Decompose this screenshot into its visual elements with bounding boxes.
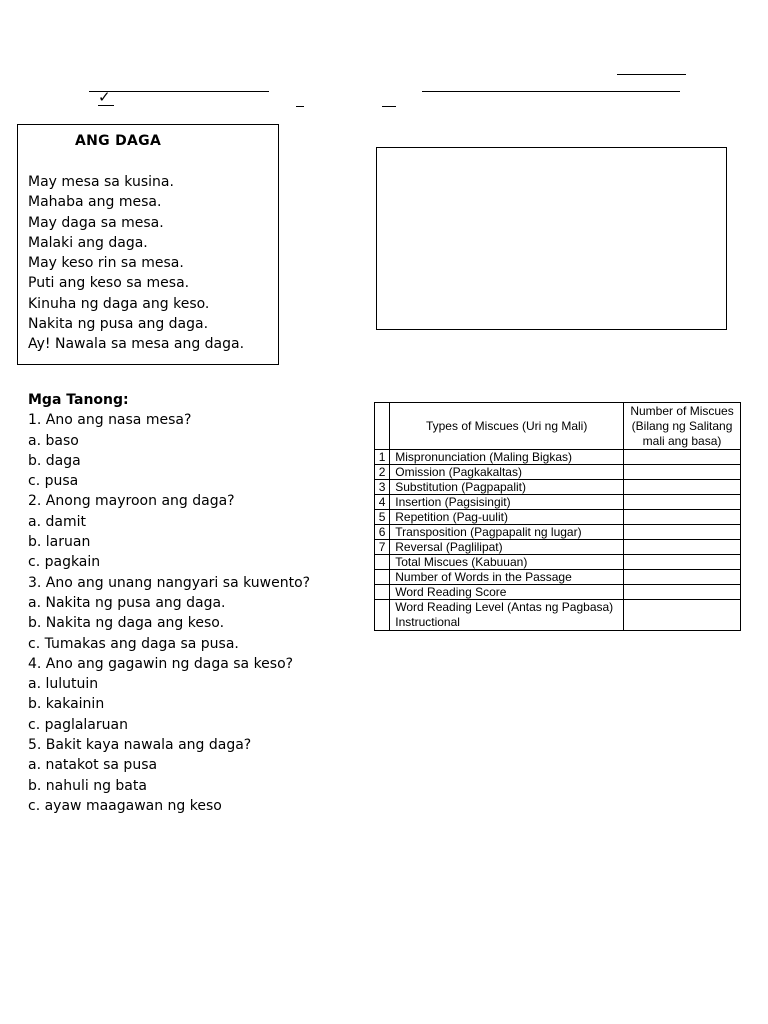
header-blank-line-1	[617, 74, 686, 75]
choice-item: a. damit	[28, 513, 86, 530]
table-row	[375, 570, 741, 585]
row-number: 5	[375, 510, 390, 525]
table-row	[375, 525, 741, 540]
story-line: Puti ang keso sa mesa.	[28, 275, 190, 292]
header-count-line: Number of Miscues	[630, 403, 734, 418]
row-label-line: Instructional	[395, 615, 460, 629]
choice-item: b. nahuli ng bata	[28, 777, 147, 794]
story-box	[17, 124, 279, 365]
row-number: 4	[375, 495, 390, 510]
header-blank-line-2	[89, 91, 269, 92]
choice-item: b. laruan	[28, 534, 91, 551]
story-line: May mesa sa kusina.	[28, 174, 174, 190]
choice-item: a. baso	[28, 432, 79, 449]
choice-item: a. natakot sa pusa	[28, 757, 158, 774]
story-line: May keso rin sa mesa.	[28, 255, 184, 272]
story-title: ANG DAGA	[75, 133, 162, 149]
table-row	[375, 495, 741, 510]
header-num-cell	[375, 403, 390, 450]
row-value-cell[interactable]	[624, 600, 741, 631]
table-row	[375, 465, 741, 480]
row-value-cell[interactable]	[624, 450, 741, 465]
question-item: 1. Ano ang nasa mesa?	[28, 412, 192, 429]
row-number	[375, 555, 390, 570]
row-value-cell[interactable]	[624, 510, 741, 525]
header-count-cell	[624, 403, 741, 450]
row-number: 1	[375, 450, 390, 465]
choice-item: c. pusa	[28, 473, 79, 490]
row-label: Number of Words in the Passage	[390, 570, 624, 585]
row-number: 3	[375, 480, 390, 495]
row-label: Omission (Pagkakaltas)	[390, 465, 624, 480]
row-number	[375, 600, 390, 631]
header-count-line: (Bilang ng Salitang	[631, 418, 733, 433]
table-row	[375, 480, 741, 495]
table-row	[375, 510, 741, 525]
question-item: 2. Anong mayroon ang daga?	[28, 493, 235, 510]
header-type-cell: Types of Miscues (Uri ng Mali)	[390, 403, 624, 450]
row-label: Repetition (Pag-uulit)	[390, 510, 624, 525]
story-line: May daga sa mesa.	[28, 214, 164, 231]
check-mark: ✓	[98, 88, 111, 106]
choice-item: b. kakainin	[28, 696, 105, 713]
header-count-line: mali ang basa)	[642, 433, 722, 448]
row-label: Reversal (Paglilipat)	[390, 540, 624, 555]
picture-box	[376, 147, 727, 330]
question-item: 4. Ano ang gagawin ng daga sa keso?	[28, 655, 294, 672]
row-number	[375, 570, 390, 585]
row-label	[390, 600, 624, 631]
row-label: Substitution (Pagpapalit)	[390, 480, 624, 495]
choice-item: c. paglalaruan	[28, 716, 128, 733]
miscue-table-header-row	[375, 403, 741, 450]
header-blank-line-3	[422, 91, 680, 92]
row-label: Mispronunciation (Maling Bigkas)	[390, 450, 624, 465]
table-row	[375, 540, 741, 555]
choice-item: b. Nakita ng daga ang keso.	[28, 615, 225, 632]
choice-item: a. lulutuin	[28, 676, 99, 693]
row-number	[375, 585, 390, 600]
story-text	[28, 172, 244, 355]
table-row	[375, 585, 741, 600]
choice-item: c. pagkain	[28, 554, 101, 571]
story-line: Ay! Nawala sa mesa ang daga.	[28, 336, 245, 353]
choice-item: b. daga	[28, 452, 81, 469]
question-item: 3. Ano ang unang nangyari sa kuwento?	[28, 574, 311, 591]
questions-heading: Mga Tanong:	[28, 392, 129, 408]
row-value-cell[interactable]	[624, 525, 741, 540]
row-label-line: Word Reading Level (Antas ng Pagbasa)	[395, 600, 614, 614]
questions-list	[28, 410, 310, 816]
row-value-cell[interactable]	[624, 555, 741, 570]
row-number: 2	[375, 465, 390, 480]
miscue-table	[374, 402, 741, 631]
story-line: Malaki ang daga.	[28, 234, 148, 251]
row-label: Total Miscues (Kabuuan)	[390, 555, 624, 570]
table-row	[375, 555, 741, 570]
row-value-cell[interactable]	[624, 480, 741, 495]
row-number: 6	[375, 525, 390, 540]
table-row	[375, 600, 741, 631]
row-number: 7	[375, 540, 390, 555]
story-line: Nakita ng pusa ang daga.	[28, 316, 209, 333]
row-label: Insertion (Pagsisingit)	[390, 495, 624, 510]
row-label: Transposition (Pagpapalit ng lugar)	[390, 525, 624, 540]
choice-item: c. Tumakas ang daga sa pusa.	[28, 635, 239, 652]
header-short-line-3	[382, 106, 396, 107]
story-line: Kinuha ng daga ang keso.	[28, 295, 210, 312]
choice-item: a. Nakita ng pusa ang daga.	[28, 594, 226, 611]
table-row	[375, 450, 741, 465]
header-short-line-2	[296, 106, 304, 107]
choice-item: c. ayaw maagawan ng keso	[28, 797, 222, 814]
row-value-cell[interactable]	[624, 465, 741, 480]
row-value-cell[interactable]	[624, 585, 741, 600]
story-line: Mahaba ang mesa.	[28, 194, 162, 211]
row-value-cell[interactable]	[624, 540, 741, 555]
row-value-cell[interactable]	[624, 570, 741, 585]
row-label: Word Reading Score	[390, 585, 624, 600]
row-value-cell[interactable]	[624, 495, 741, 510]
question-item: 5. Bakit kaya nawala ang daga?	[28, 737, 252, 754]
header-short-line-1	[98, 105, 114, 106]
questions-section	[28, 390, 310, 816]
